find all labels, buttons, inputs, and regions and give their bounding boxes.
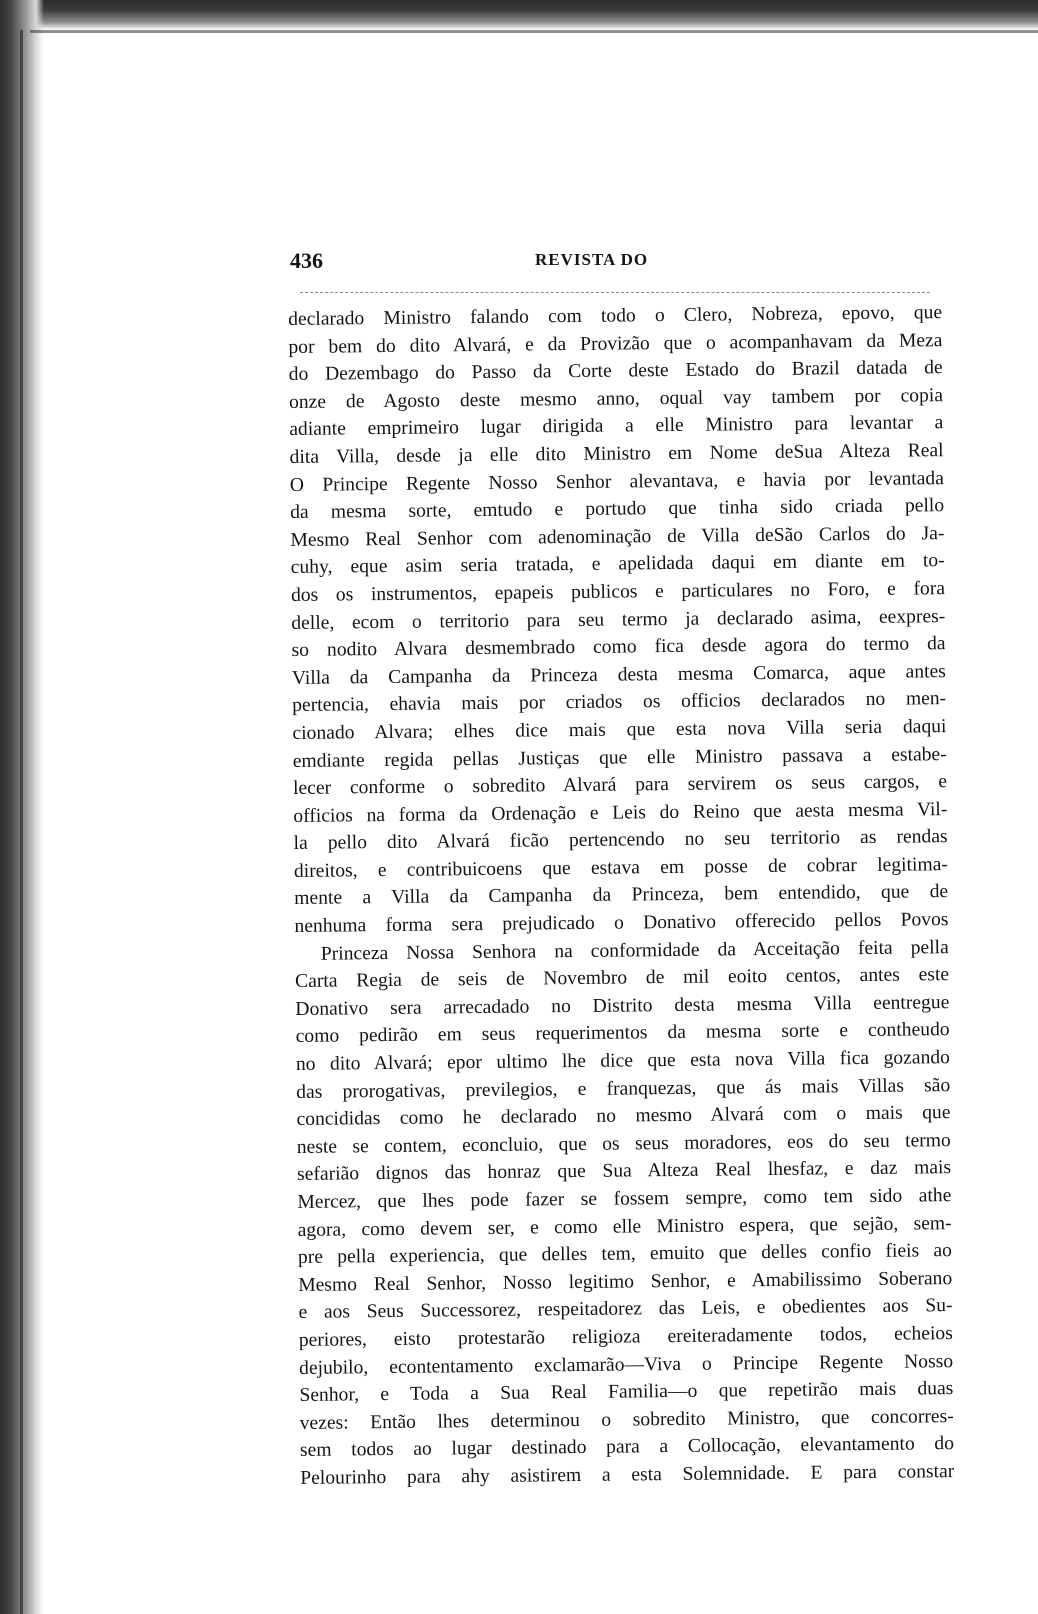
text-line: Pelourinho para ahy asistirem a esta Solemnidade. E para constar [300,1461,955,1489]
text-line: officios na forma da Ordenação e Leis do Reino que aesta mesma Vil- [293,798,948,827]
page-number: 436 [290,248,323,273]
text-line: neste se contem, econcluio, que os seus moradores, eos do seu termo [296,1129,951,1158]
text-line: agora, como devem ser, e como elle Ministro espera, que sejão, sem- [297,1212,952,1241]
text-line: Mesmo Real Senhor com adenominação de Villa deSão Carlos do Ja- [290,522,945,551]
text-line: declarado Ministro falando com todo o Clero, Nobreza, epovo, que [288,302,943,330]
text-line: direitos, e contribuicoens que estava em posse de cobrar legitima- [293,853,948,882]
text-line: dejubilo, econtentamento exclamarão—Viva o Principe Regente Nosso [299,1350,954,1379]
text-line: pre pella experiencia, que delles tem, emuito que delles confio fieis ao [297,1240,953,1269]
page-header [290,248,970,288]
text-line: Villa da Campanha da Princeza desta mesma Comarca, aque antes [291,660,946,689]
body-text [288,299,954,1492]
text-line: Mesmo Real Senhor, Nosso legitimo Senhor, e Amabilissimo Soberano [298,1267,953,1296]
text-line: no dito Alvará; epor ultimo lhe dice que esta nova Villa fica gozando [295,1047,951,1075]
text-line: cionado Alvara; elhes dice mais que esta nova Villa seria daqui [292,716,947,744]
text-line: Mercez, que lhes pode fazer se fossem sempre, como tem sido athe [297,1185,952,1213]
text-line: mente a Villa da Campanha da Princeza, bem entendido, que de [294,881,949,910]
text-line: sefarião dignos das honraz que Sua Alteza Real lhesfaz, e daz mais [296,1157,952,1186]
text-line: concididas como he declarado no mesmo Alvará com o mais que [296,1102,951,1131]
scan-frame-top-edge [30,30,1038,33]
text-line: so nodito Alvara desmembrado como fica desde agora do termo da [291,633,946,662]
text-line: como pedirão em seus requerimentos da mesma sorte e contheudo [295,1019,950,1048]
text-line: dita Villa, desde ja elle dito Ministro em Nome deSua Alteza Real [289,440,944,468]
text-line: nenhuma forma sera prejudicado o Donativo offerecido pellos Povos [294,909,949,938]
text-line: onze de Agosto deste mesmo anno, oqual vay tambem por copia [288,384,944,413]
text-line: e aos Seus Successorez, respeitadorez das Leis, e obedientes aos Su- [298,1295,953,1324]
text-line: delle, ecom o territorio para seu termo ja declarado asima, eexpres- [291,605,946,634]
text-line: vezes: Então lhes determinou o sobredito Ministro, que concorres- [299,1405,954,1434]
text-line: das prorogativas, previlegios, e franquezas, que ás mais Villas são [296,1074,951,1103]
text-line: la pello dito Alvará ficão pertencendo no seu territorio as rendas [293,826,948,855]
text-line: periores, eisto protestarão religioza ereiteradamente todos, echeios [298,1323,953,1351]
text-line: lecer conforme o sobredito Alvará para servirem os seus cargos, e [292,771,948,800]
text-line: emdiante regida pellas Justiças que elle Ministro passava a estabe- [292,743,947,772]
text-line: Donativo sera arrecadado no Distrito desta mesma Villa eentregue [295,991,950,1020]
text-line: Carta Regia de seis de Novembro de mil eoito centos, antes este [294,964,950,993]
running-head: REVISTA DO [535,250,649,269]
text-line: adiante emprimeiro lugar dirigida a elle Ministro para levantar a [289,412,944,441]
text-line: pertencia, ehavia mais por criados os officios declarados no men- [292,688,947,717]
text-line: O Principe Regente Nosso Senhor alevantava, e havia por levantada [289,467,944,496]
text-line: Princeza Nossa Senhora na conformidade da Acceitação feita pella [320,936,949,965]
text-line: cuhy, eque asim seria tratada, e apelidada daqui em diante em to- [290,550,945,579]
scan-frame-top [0,0,1038,30]
text-line: por bem do dito Alvará, e da Provizão que o acompanhavam da Meza [288,329,943,358]
text-line: Senhor, e Toda a Sua Real Familia—o que repetirão mais duas [299,1378,954,1407]
scan-frame-left-edge [20,30,23,1614]
text-line: da mesma sorte, emtudo e portudo que tinha sido criada pello [290,495,945,524]
header-divider [300,292,930,293]
text-line: do Dezembago do Passo da Corte deste Estado do Brazil datada de [288,357,943,386]
text-line: sem todos ao lugar destinado para a Collocação, elevantamento do [299,1433,955,1462]
text-line: dos os instrumentos, epapeis publicos e particulares no Foro, e fora [290,578,946,606]
